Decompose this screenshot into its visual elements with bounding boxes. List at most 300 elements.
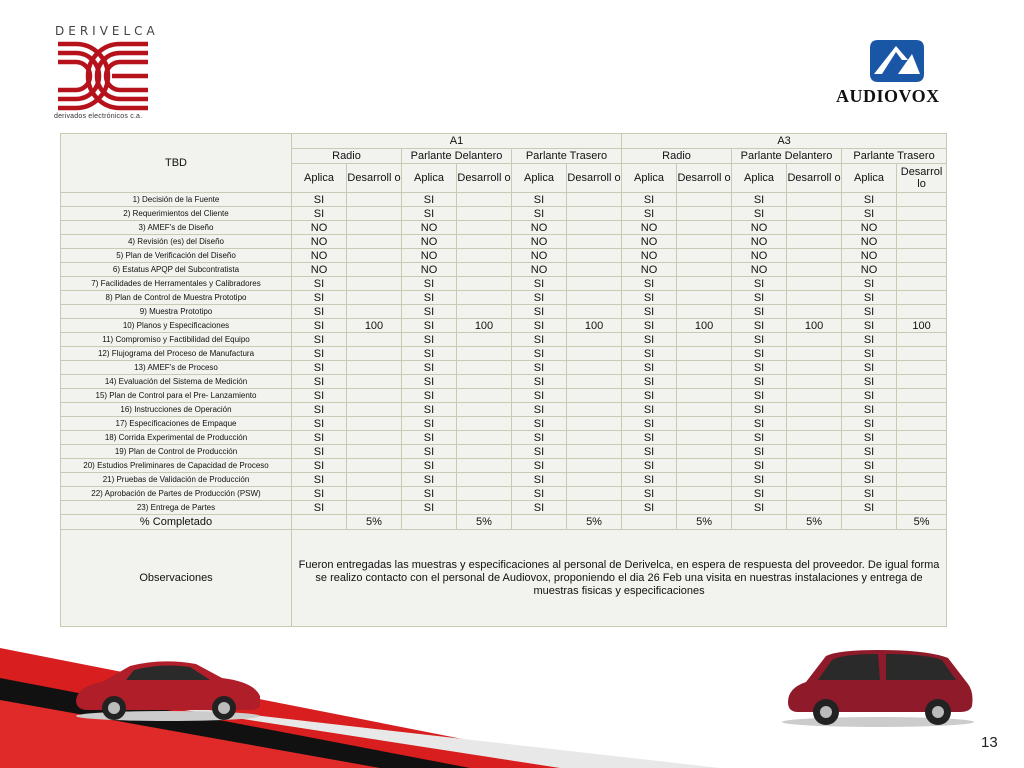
column-header: Aplica	[292, 164, 347, 193]
percent-cell	[732, 515, 787, 530]
table-cell: SI	[292, 501, 347, 515]
table-corner-label: TBD	[61, 134, 292, 193]
table-cell	[567, 193, 622, 207]
table-cell	[457, 501, 512, 515]
table-row	[61, 445, 947, 459]
table-cell: SI	[402, 207, 457, 221]
percent-cell: 5%	[897, 515, 947, 530]
table-cell	[457, 431, 512, 445]
percent-cell	[292, 515, 347, 530]
table-cell: SI	[842, 207, 897, 221]
table-cell	[897, 221, 947, 235]
table-cell	[347, 417, 402, 431]
table-cell	[347, 389, 402, 403]
table-cell: SI	[512, 305, 567, 319]
row-label: 8) Plan de Control de Muestra Prototipo	[61, 291, 292, 305]
table-cell: NO	[622, 221, 677, 235]
table-cell: SI	[622, 389, 677, 403]
row-label: 18) Corrida Experimental de Producción	[61, 431, 292, 445]
table-cell	[567, 431, 622, 445]
row-label: 4) Revisión (es) del Diseño	[61, 235, 292, 249]
table-cell: NO	[512, 221, 567, 235]
table-cell: SI	[732, 473, 787, 487]
table-cell	[897, 375, 947, 389]
table-cell	[787, 333, 842, 347]
table-cell: SI	[842, 347, 897, 361]
table-cell	[677, 473, 732, 487]
table-cell	[457, 459, 512, 473]
column-header: Aplica	[732, 164, 787, 193]
table-cell	[897, 501, 947, 515]
table-cell: SI	[842, 193, 897, 207]
table-cell: SI	[292, 277, 347, 291]
row-label: 1) Decisión de la Fuente	[61, 193, 292, 207]
table-cell	[567, 221, 622, 235]
table-cell: SI	[732, 459, 787, 473]
table-row	[61, 389, 947, 403]
table-cell	[457, 473, 512, 487]
table-cell	[677, 249, 732, 263]
table-cell	[677, 291, 732, 305]
table-cell: SI	[292, 347, 347, 361]
table-cell	[897, 193, 947, 207]
table-cell	[677, 347, 732, 361]
table-cell: NO	[732, 249, 787, 263]
table-cell	[897, 459, 947, 473]
table-cell	[347, 207, 402, 221]
table-cell: SI	[732, 193, 787, 207]
table-cell	[457, 361, 512, 375]
table-cell: SI	[842, 501, 897, 515]
table-cell	[897, 473, 947, 487]
table-cell: SI	[732, 319, 787, 333]
table-cell: NO	[402, 221, 457, 235]
table-cell	[347, 249, 402, 263]
table-cell	[457, 249, 512, 263]
row-label: 12) Flujograma del Proceso de Manufactura	[61, 347, 292, 361]
table-cell: NO	[402, 249, 457, 263]
table-cell: NO	[842, 263, 897, 277]
table-cell: SI	[622, 375, 677, 389]
table-cell: 100	[787, 319, 842, 333]
percent-cell: 5%	[347, 515, 402, 530]
column-header: Desarroll o	[347, 164, 402, 193]
table-cell: SI	[402, 291, 457, 305]
audiovox-logo-icon	[868, 38, 926, 84]
table-cell	[567, 361, 622, 375]
table-row	[61, 221, 947, 235]
table-cell	[347, 221, 402, 235]
table-cell	[787, 375, 842, 389]
table-cell: SI	[622, 445, 677, 459]
column-header: Aplica	[512, 164, 567, 193]
table-cell: SI	[292, 431, 347, 445]
table-row	[61, 487, 947, 501]
table-cell	[677, 263, 732, 277]
table-cell: SI	[622, 487, 677, 501]
table-cell: SI	[732, 333, 787, 347]
red-car-icon	[778, 648, 978, 728]
table-cell: NO	[622, 249, 677, 263]
table-cell: SI	[402, 277, 457, 291]
percent-cell	[842, 515, 897, 530]
table-cell: SI	[622, 431, 677, 445]
table-cell: NO	[512, 235, 567, 249]
table-cell: NO	[512, 249, 567, 263]
table-cell	[567, 501, 622, 515]
table-cell	[457, 235, 512, 249]
table-cell: SI	[622, 277, 677, 291]
table-cell	[457, 389, 512, 403]
table-cell	[897, 277, 947, 291]
table-cell: SI	[622, 361, 677, 375]
table-cell	[347, 263, 402, 277]
table-cell: NO	[292, 235, 347, 249]
table-cell	[897, 487, 947, 501]
percent-cell: 5%	[677, 515, 732, 530]
table-cell	[347, 501, 402, 515]
table-cell: SI	[512, 207, 567, 221]
table-cell: SI	[622, 291, 677, 305]
table-cell	[787, 221, 842, 235]
table-cell	[567, 375, 622, 389]
table-cell	[897, 361, 947, 375]
table-cell	[457, 207, 512, 221]
table-cell	[787, 263, 842, 277]
table-cell: SI	[732, 347, 787, 361]
table-row	[61, 459, 947, 473]
table-cell	[787, 291, 842, 305]
table-cell: SI	[402, 403, 457, 417]
table-row	[61, 403, 947, 417]
table-cell	[897, 417, 947, 431]
table-cell	[787, 389, 842, 403]
observations-text: Fueron entregadas las muestras y especificaciones al personal de Derivelca, en espera de respuesta del proveedor. De igual forma se realizo contacto con el personal de Audiovox, proponiendo el dia 26 Feb una visita en nuestras instalaciones y entrega de muestras fisicas y especificaciones	[292, 530, 947, 627]
table-cell	[677, 221, 732, 235]
table-row	[61, 361, 947, 375]
table-cell	[567, 333, 622, 347]
table-cell	[457, 375, 512, 389]
table-cell	[347, 487, 402, 501]
table-cell: NO	[842, 221, 897, 235]
table-cell	[787, 235, 842, 249]
column-header: Desarroll o	[567, 164, 622, 193]
table-cell	[787, 403, 842, 417]
table-cell	[677, 389, 732, 403]
percent-cell	[512, 515, 567, 530]
table-cell	[677, 445, 732, 459]
table-cell: NO	[842, 235, 897, 249]
table-cell: 100	[897, 319, 947, 333]
percent-cell	[622, 515, 677, 530]
derivelca-brand: DERIVELCA	[55, 24, 159, 38]
derivelca-logo	[54, 24, 159, 124]
table-cell	[787, 347, 842, 361]
table-cell	[677, 361, 732, 375]
table-cell	[347, 403, 402, 417]
table-cell	[567, 235, 622, 249]
table-cell: SI	[732, 445, 787, 459]
row-label: 14) Evaluación del Sistema de Medición	[61, 375, 292, 389]
row-label: 11) Compromiso y Factibilidad del Equipo	[61, 333, 292, 347]
table-cell	[457, 403, 512, 417]
table-cell	[677, 375, 732, 389]
red-car-icon	[72, 656, 264, 722]
table-cell	[787, 459, 842, 473]
percent-cell: 5%	[457, 515, 512, 530]
table-cell: SI	[512, 473, 567, 487]
row-label: 7) Facilidades de Herramentales y Calibradores	[61, 277, 292, 291]
table-cell	[347, 431, 402, 445]
table-cell	[457, 221, 512, 235]
table-cell: NO	[732, 221, 787, 235]
table-row	[61, 249, 947, 263]
table-cell: SI	[622, 333, 677, 347]
table-cell	[787, 361, 842, 375]
table-row	[61, 375, 947, 389]
percent-label: % Completado	[61, 515, 292, 530]
table-cell: SI	[512, 291, 567, 305]
table-cell: NO	[292, 249, 347, 263]
table-cell	[347, 361, 402, 375]
table-cell: SI	[292, 291, 347, 305]
table-cell: SI	[402, 375, 457, 389]
table-cell	[787, 305, 842, 319]
table-cell	[457, 445, 512, 459]
table-cell: SI	[732, 431, 787, 445]
table-cell	[457, 333, 512, 347]
column-header: Desarroll o	[787, 164, 842, 193]
table-cell	[677, 501, 732, 515]
table-cell	[567, 417, 622, 431]
table-row	[61, 277, 947, 291]
table-cell: SI	[292, 319, 347, 333]
table-cell	[677, 431, 732, 445]
row-label: 15) Plan de Control para el Pre- Lanzamiento	[61, 389, 292, 403]
row-label: 19) Plan de Control de Producción	[61, 445, 292, 459]
table-cell: SI	[512, 375, 567, 389]
table-cell	[567, 459, 622, 473]
audiovox-logo	[836, 38, 966, 108]
table-cell: SI	[402, 305, 457, 319]
audiovox-brand: AUDIOVOX	[836, 86, 940, 106]
table-cell	[347, 473, 402, 487]
table-cell	[897, 263, 947, 277]
table-cell	[347, 333, 402, 347]
table-cell: SI	[842, 305, 897, 319]
table-cell: SI	[842, 375, 897, 389]
table-cell: SI	[732, 277, 787, 291]
table-cell: SI	[622, 417, 677, 431]
table-cell: SI	[732, 501, 787, 515]
table-cell: SI	[292, 361, 347, 375]
table-cell	[897, 389, 947, 403]
table-cell: SI	[622, 347, 677, 361]
table-cell: SI	[402, 473, 457, 487]
table-cell: SI	[732, 487, 787, 501]
table-cell	[677, 207, 732, 221]
table-cell: SI	[292, 417, 347, 431]
table-cell: NO	[622, 263, 677, 277]
table-cell: SI	[842, 389, 897, 403]
table-row	[61, 207, 947, 221]
table-cell: NO	[512, 263, 567, 277]
table-cell: SI	[842, 291, 897, 305]
table-cell: 100	[567, 319, 622, 333]
table-row	[61, 319, 947, 333]
table-cell: SI	[402, 501, 457, 515]
row-label: 16) Instrucciones de Operación	[61, 403, 292, 417]
column-header: Aplica	[842, 164, 897, 193]
table-row	[61, 347, 947, 361]
subgroup-header: Radio	[292, 149, 402, 164]
percent-row	[61, 515, 947, 530]
table-cell: SI	[842, 333, 897, 347]
table-cell: SI	[622, 319, 677, 333]
table-cell	[347, 277, 402, 291]
table-cell: SI	[732, 417, 787, 431]
table-cell	[677, 459, 732, 473]
table-cell	[567, 473, 622, 487]
table-cell	[897, 431, 947, 445]
row-label: 9) Muestra Prototipo	[61, 305, 292, 319]
table-cell	[567, 389, 622, 403]
table-cell	[567, 347, 622, 361]
table-cell	[567, 249, 622, 263]
table-cell: SI	[402, 431, 457, 445]
table-cell: SI	[292, 389, 347, 403]
column-header: Desarroll o	[457, 164, 512, 193]
table-cell: SI	[402, 193, 457, 207]
subgroup-header: Parlante Delantero	[402, 149, 512, 164]
table-cell: SI	[512, 361, 567, 375]
column-header: Desarrol lo	[897, 164, 947, 193]
table-cell: SI	[622, 193, 677, 207]
table-cell: SI	[512, 487, 567, 501]
table-cell: SI	[402, 347, 457, 361]
table-cell: SI	[402, 445, 457, 459]
table-row	[61, 417, 947, 431]
table-cell: SI	[402, 361, 457, 375]
table-row	[61, 193, 947, 207]
table-cell: SI	[292, 193, 347, 207]
derivelca-tagline: derivados electrónicos c.a.	[54, 113, 143, 120]
table-cell: SI	[622, 305, 677, 319]
table-cell: SI	[842, 361, 897, 375]
table-cell: SI	[622, 403, 677, 417]
table-cell	[677, 193, 732, 207]
table-cell: SI	[842, 319, 897, 333]
table-cell	[897, 333, 947, 347]
table-cell	[347, 459, 402, 473]
table-cell: SI	[292, 403, 347, 417]
table-cell: SI	[512, 431, 567, 445]
table-cell	[897, 249, 947, 263]
table-cell	[457, 277, 512, 291]
table-cell: SI	[402, 487, 457, 501]
table-cell: SI	[732, 305, 787, 319]
table-cell: SI	[842, 403, 897, 417]
table-cell	[457, 193, 512, 207]
table-cell: NO	[292, 263, 347, 277]
table-cell	[347, 291, 402, 305]
table-cell	[567, 445, 622, 459]
table-cell: SI	[622, 501, 677, 515]
subgroup-header: Parlante Trasero	[842, 149, 947, 164]
table-cell: SI	[732, 375, 787, 389]
table-cell	[457, 487, 512, 501]
table-cell	[787, 193, 842, 207]
table-row	[61, 431, 947, 445]
table-cell	[567, 263, 622, 277]
table-cell	[897, 445, 947, 459]
row-label: 21) Pruebas de Validación de Producción	[61, 473, 292, 487]
table-cell: SI	[292, 375, 347, 389]
percent-cell: 5%	[787, 515, 842, 530]
table-cell	[457, 305, 512, 319]
table-row	[61, 333, 947, 347]
table-cell	[897, 403, 947, 417]
table-cell	[897, 207, 947, 221]
group-header: A1	[292, 134, 622, 149]
table-cell: SI	[292, 459, 347, 473]
table-cell: SI	[402, 333, 457, 347]
table-cell: 100	[457, 319, 512, 333]
table-cell	[787, 417, 842, 431]
table-cell: NO	[292, 221, 347, 235]
table-cell: NO	[402, 235, 457, 249]
table-cell	[567, 207, 622, 221]
table-cell	[347, 445, 402, 459]
apqp-status-table	[60, 133, 947, 627]
table-cell	[347, 305, 402, 319]
table-cell: SI	[842, 473, 897, 487]
table-cell	[787, 445, 842, 459]
row-label: 23) Entrega de Partes	[61, 501, 292, 515]
table-cell: SI	[512, 347, 567, 361]
table-cell: SI	[512, 277, 567, 291]
table-cell	[347, 235, 402, 249]
table-cell: 100	[347, 319, 402, 333]
table-cell: SI	[402, 389, 457, 403]
table-cell: SI	[732, 207, 787, 221]
table-cell	[567, 291, 622, 305]
table-cell	[787, 277, 842, 291]
row-label: 10) Planos y Especificaciones	[61, 319, 292, 333]
table-cell: SI	[292, 305, 347, 319]
table-cell: SI	[842, 417, 897, 431]
table-cell	[787, 431, 842, 445]
table-cell: SI	[402, 417, 457, 431]
table-cell	[677, 333, 732, 347]
table-cell: SI	[512, 333, 567, 347]
table-cell	[567, 403, 622, 417]
group-header: A3	[622, 134, 947, 149]
table-cell	[347, 193, 402, 207]
table-row	[61, 263, 947, 277]
table-cell	[897, 291, 947, 305]
table-cell: NO	[622, 235, 677, 249]
table-cell: SI	[512, 459, 567, 473]
derivelca-logo-icon	[54, 40, 150, 112]
table-cell: SI	[842, 431, 897, 445]
table-cell	[677, 235, 732, 249]
row-label: 20) Estudios Preliminares de Capacidad de Proceso	[61, 459, 292, 473]
table-cell	[677, 403, 732, 417]
table-cell	[457, 291, 512, 305]
table-cell	[787, 207, 842, 221]
table-cell	[457, 263, 512, 277]
